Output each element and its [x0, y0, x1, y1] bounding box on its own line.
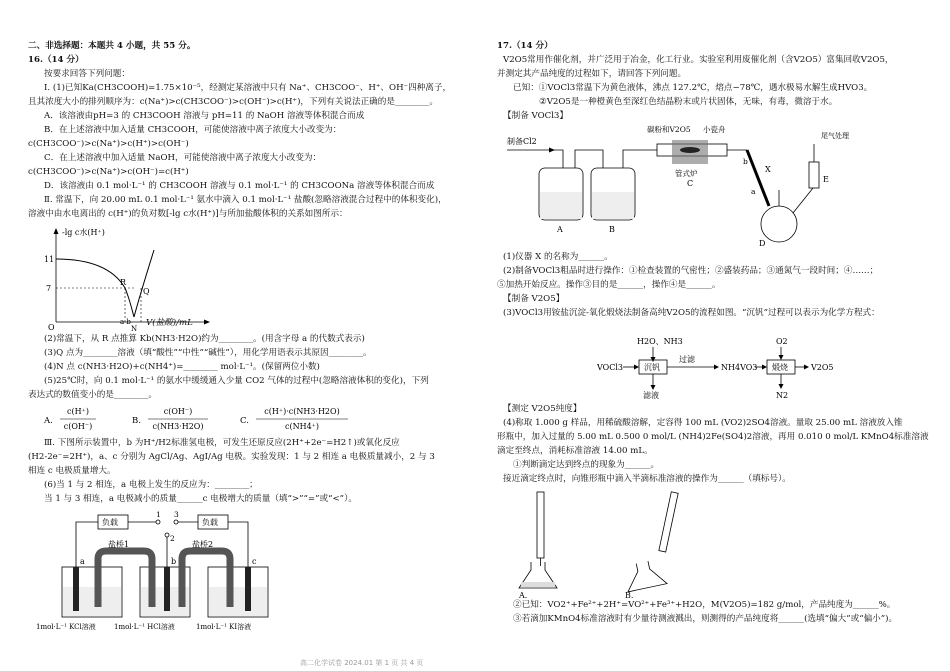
apparatus-c-label: C [687, 179, 694, 188]
tail-gas-label: 尾气处理 [821, 132, 849, 140]
burette-b [659, 492, 678, 552]
flow-arrowhead-2 [714, 365, 719, 370]
tube-a-in [551, 150, 563, 168]
flask-d [761, 206, 797, 242]
y-axis-label: -lg c水(H⁺) [62, 228, 105, 237]
q16-6: (6)当 1 与 2 相连，a 电极上发生的反应为：________； [44, 480, 258, 490]
frac-a-letter: A. [44, 416, 53, 426]
salt-bridge-2-label: 盐桥2 [192, 540, 214, 549]
frac-a-den: c(OH⁻) [63, 422, 93, 431]
electrode-c-label: c [252, 557, 257, 566]
q16-intro: 按要求回答下列问题： [44, 69, 130, 79]
port-a-label: a [751, 187, 756, 196]
fraction-options [44, 404, 374, 436]
salt-bridge-1-label: 盐桥1 [108, 540, 130, 549]
flow-filtrate: 滤液 [643, 391, 659, 400]
q17-4d: ①判断滴定达到终点的现象为______。 [513, 460, 660, 470]
q17-1: (1)仪器 X 的名称为______。 [503, 252, 613, 262]
q17-2b: ⑤加热开始反应。操作③目的是______，操作④是______。 [497, 280, 721, 290]
q16-p2: Ⅱ. 常温下，向 20.00 mL 0.1 mol·L⁻¹ 氨水中滴入 0.1 mol·L⁻¹ 盐酸(忽略溶液混合过程中的体积变化)， [44, 195, 447, 205]
titration-curve-graph [36, 222, 216, 332]
q16-2: (2)常温下，从 R 点推算 Kb(NH3·H2O)约为________。(用含字母 a 的代数式表示) [44, 334, 365, 344]
bottle-a-liquid [540, 192, 582, 219]
flow-filter-label: 过滤 [679, 355, 695, 364]
flow-arrowhead-1 [634, 365, 639, 370]
solution-1 [63, 587, 121, 616]
x-axis-label: V(盐酸)/mL [146, 318, 193, 328]
carbon-label: 碳粉和V2O5 [647, 125, 691, 134]
flow-arrowhead-4 [804, 365, 809, 370]
flow-start: VOCl3 [597, 363, 623, 372]
condenser-x [747, 150, 769, 206]
q16-p3c: 相连 c 电极质量增大。 [28, 466, 116, 476]
frac-b-den: c(NH3·H2O) [152, 422, 204, 431]
flow-input-label: H2O、NH3 [637, 337, 683, 346]
curve-right [134, 250, 154, 317]
condenser-x-label: X [765, 165, 771, 174]
q17-4c: 滴定至终点，消耗标准溶液 14.00 mL。 [497, 446, 653, 456]
q16-5: (5)25℃时，向 0.1 mol·L⁻¹ 的氨水中缓缓通入少量 CO2 气体的过程中(忽略溶液体积的变化)，下列 [44, 376, 429, 386]
q16-6b: 当 1 与 3 相连，a 电极减小的质量______c 电极增大的质量（填“>”“=”或“<”）。 [44, 494, 357, 504]
flow-arrowhead-3 [762, 365, 767, 370]
q16-option-a: A．该溶液由pH=3 的 CH3COOH 溶液与 pH=11 的 NaOH 溶液等体积混合而成 [44, 111, 365, 121]
flow-n2: N2 [776, 391, 789, 400]
q17-p1: V2O5常用作催化剂，并广泛用于冶金，化工行业。实验室利用废催化剂（含V2O5）富集回收V2O5， [503, 55, 894, 65]
titration-options [517, 488, 717, 598]
q17-4b: 形瓶中，加入过量的 5.00 mL 0.500 0 mol/L (NH4)2Fe(SO4)2溶液，再用 0.010 0 mol/L KMnO4标准溶液 [497, 432, 929, 442]
bottle-b-liquid [592, 192, 634, 219]
q16-heading: 16.（14 分） [28, 55, 84, 65]
q16-option-c2: c(CH3COO⁻)>c(Na⁺)>c(OH⁻)=c(H⁺) [28, 167, 189, 177]
tube-ab [575, 150, 603, 168]
q16-4: (4)N 点 c(NH3·H2O)+c(NH4⁺)=________ mol·L⁻¹。(保留两位小数) [44, 362, 320, 372]
flow-mid: NH4VO3 [721, 363, 758, 372]
q17-known-2: ②V2O5是一种橙黄色至深红色结晶粉末或片状固体，无味，有毒，微溶于水。 [539, 97, 838, 107]
right-column [497, 0, 929, 671]
q17-4g: ③若滴加KMnO4标准溶液时有少量待测液溅出，则测得的产品纯度将______(选填“偏大”或“偏小”)。 [513, 614, 898, 624]
solution-1-label: 1mol·L⁻¹ KCl溶液 [36, 623, 96, 631]
load-1-label: 负载 [102, 518, 118, 527]
switch-1-label: 1 [156, 510, 161, 519]
frac-c-num: c(H⁺)·c(NH3·H2O) [264, 407, 340, 416]
tick-7: 7 [46, 284, 52, 293]
page-footer: 高二化学试卷 2024.01 第 1 页 共 4 页 [300, 659, 424, 667]
q16-option-d: D．该溶液由 0.1 mol·L⁻¹ 的 CH3COOH 溶液与 0.1 mol·L⁻¹ 的 CH3COONa 溶液等体积混合而成 [44, 181, 435, 191]
q17-4f: ②已知：VO2⁺+Fe²⁺+2H⁺=VO²⁺+Fe³⁺+H2O，M(V2O5)=182 g/mol，产品纯度为______%。 [513, 600, 896, 610]
q16-p3: Ⅲ. 下图所示装置中，b 为H⁺/H2标准氢电极，可发生还原反应(2H⁺+2e⁻=H2↑)或氧化反应 [44, 438, 400, 448]
q16-p1: Ⅰ. (1)已知Ka(CH3COOH)=1.75×10⁻⁵，经测定某溶液中只有 Na⁺、CH3COO⁻、H⁺、OH⁻四种离子， [44, 83, 452, 93]
option-a-label: A. [519, 591, 528, 598]
q17-known-1: 已知：①VOCl3常温下为黄色液体，沸点 127.2℃，熔点−78℃，遇水极易水解生成HVO3。 [513, 83, 873, 93]
drying-tube-e [809, 162, 819, 188]
q17-4: (4)称取 1.000 g 样品，用稀硫酸溶解，定容得 100 mL (VO2)2SO4溶液。量取 25.00 mL 溶液放入锥 [503, 418, 903, 428]
left-column [28, 0, 480, 671]
flow-box-calcine-label: 煅烧 [772, 363, 788, 372]
switch-1 [156, 520, 160, 524]
option-b-label: B. [625, 591, 634, 598]
curve-left [56, 259, 134, 317]
cl2-inlet-label: 制备Cl2 [507, 137, 537, 146]
vocl3-apparatus [507, 120, 907, 250]
q17-heading: 17.（14 分） [497, 41, 553, 51]
frac-c-den: c(NH4⁺) [284, 422, 320, 431]
section-heading: 二、非选择题：本题共 4 小题，共 55 分。 [28, 41, 196, 51]
flow-box-precipitate-label: 沉钒 [644, 363, 660, 372]
flow-o2-arrowhead [779, 355, 784, 360]
x-axis-arrow [204, 320, 210, 325]
furnace-label: 管式炉 [675, 169, 698, 178]
origin-label: O [48, 323, 55, 332]
switch-3-label: 3 [174, 510, 179, 519]
flow-output: V2O5 [811, 363, 834, 372]
y-axis-arrow [54, 228, 59, 234]
point-ab-label: a b [120, 318, 131, 326]
frac-b-num: c(OH⁻) [163, 407, 193, 416]
boat-label: 小瓷舟 [703, 125, 726, 134]
flow-n2-arrowhead [779, 384, 784, 389]
electrochemical-cell [36, 507, 276, 635]
electrode-b-label: b [171, 557, 177, 566]
solution-3-label: 1mol·L⁻¹ KI溶液 [196, 623, 252, 631]
q16-5b: 表达式的数值变小的是________。 [28, 390, 157, 400]
flask-side-arm [793, 188, 813, 213]
tick-11: 11 [44, 255, 55, 264]
q17-section-2: 【制备 V2O5】 [503, 294, 565, 304]
flow-filtrate-arrowhead [651, 385, 656, 390]
q16-p1b: 且其浓度大小的排列顺序为：c(Na⁺)>c(CH3COO⁻)>c(OH⁻)>c(H⁺)，下列有关说法正确的是________。 [28, 97, 438, 107]
port-b-label: b [743, 157, 748, 166]
tube-bc [623, 150, 657, 168]
switch-2-label: 2 [170, 534, 175, 543]
q17-section-3: 【测定 V2O5纯度】 [503, 404, 582, 414]
electrode-a-label: a [80, 557, 85, 566]
flask-b [623, 558, 668, 592]
bottle-a-label: A [557, 225, 563, 234]
q16-p2b: 溶液中由水电离出的 c(H⁺)的负对数[-lg c水(H⁺)]与所加盐酸体积的关系如图所示： [28, 209, 348, 219]
q17-4e: 接近滴定终点时，向锥形瓶中滴入半滴标准溶液的操作为______（填标号）。 [503, 474, 791, 484]
tube-e-label: E [823, 175, 829, 184]
point-n-label: N [131, 325, 138, 332]
q17-p1b: 并测定其产品纯度的过程如下，请回答下列问题。 [497, 69, 687, 79]
q16-p3b: (H2-2e⁻=2H⁺)，a、c 分别为 AgCl/Ag、AgI/Ag 电极。实验发现：1 与 2 相连 a 电极质量减小，2 与 3 [28, 452, 435, 462]
porcelain-boat [680, 147, 700, 153]
switch-3 [174, 520, 178, 524]
q17-2: (2)制备VOCl3粗品时进行操作：①检查装置的气密性；②盛装药品；③通氮气一段时间；④……； [503, 266, 879, 276]
q16-3: (3)Q 点为________溶液（填“酸性”“中性”“碱性”），用化学用语表示其原因________。 [44, 348, 372, 358]
flask-a-liquid [521, 582, 555, 587]
q16-option-b: B．在上述溶液中加入适量 CH3COOH，可能使溶液中离子浓度大小改变为： [44, 125, 342, 135]
load-2-label: 负载 [202, 518, 218, 527]
bottle-b-label: B [609, 225, 615, 234]
solution-2-label: 1mol·L⁻¹ HCl溶液 [114, 623, 175, 631]
q16-option-c: C．在上述溶液中加入适量 NaOH，可能使溶液中离子浓度大小改变为： [44, 153, 322, 163]
flow-chart [597, 332, 867, 402]
electrode-b [164, 567, 170, 611]
electrode-a [73, 567, 79, 611]
flow-in-arrowhead [651, 357, 656, 362]
flow-o2: O2 [776, 337, 788, 346]
burette-a [537, 492, 544, 558]
frac-b-letter: B. [132, 416, 141, 426]
electrode-c [245, 567, 251, 611]
switch-2 [165, 533, 169, 537]
q16-option-b2: c(CH3COO⁻)>c(Na⁺)>c(H⁺)>c(OH⁻) [28, 139, 189, 149]
frac-c-letter: C. [240, 416, 249, 426]
solution-3 [209, 587, 267, 616]
flask-d-label: D [759, 239, 766, 248]
q17-3: (3)VOCl3用铵盐沉淀-氧化煅烧法制备高纯V2O5的流程如图。“沉钒”过程可以表示为化学方程式： [503, 308, 880, 318]
q17-section-1: 【制备 VOCl3】 [503, 111, 568, 121]
point-q-label: Q [143, 287, 150, 296]
frac-a-num: c(H⁺) [67, 407, 89, 416]
point-r-label: R [120, 278, 127, 287]
